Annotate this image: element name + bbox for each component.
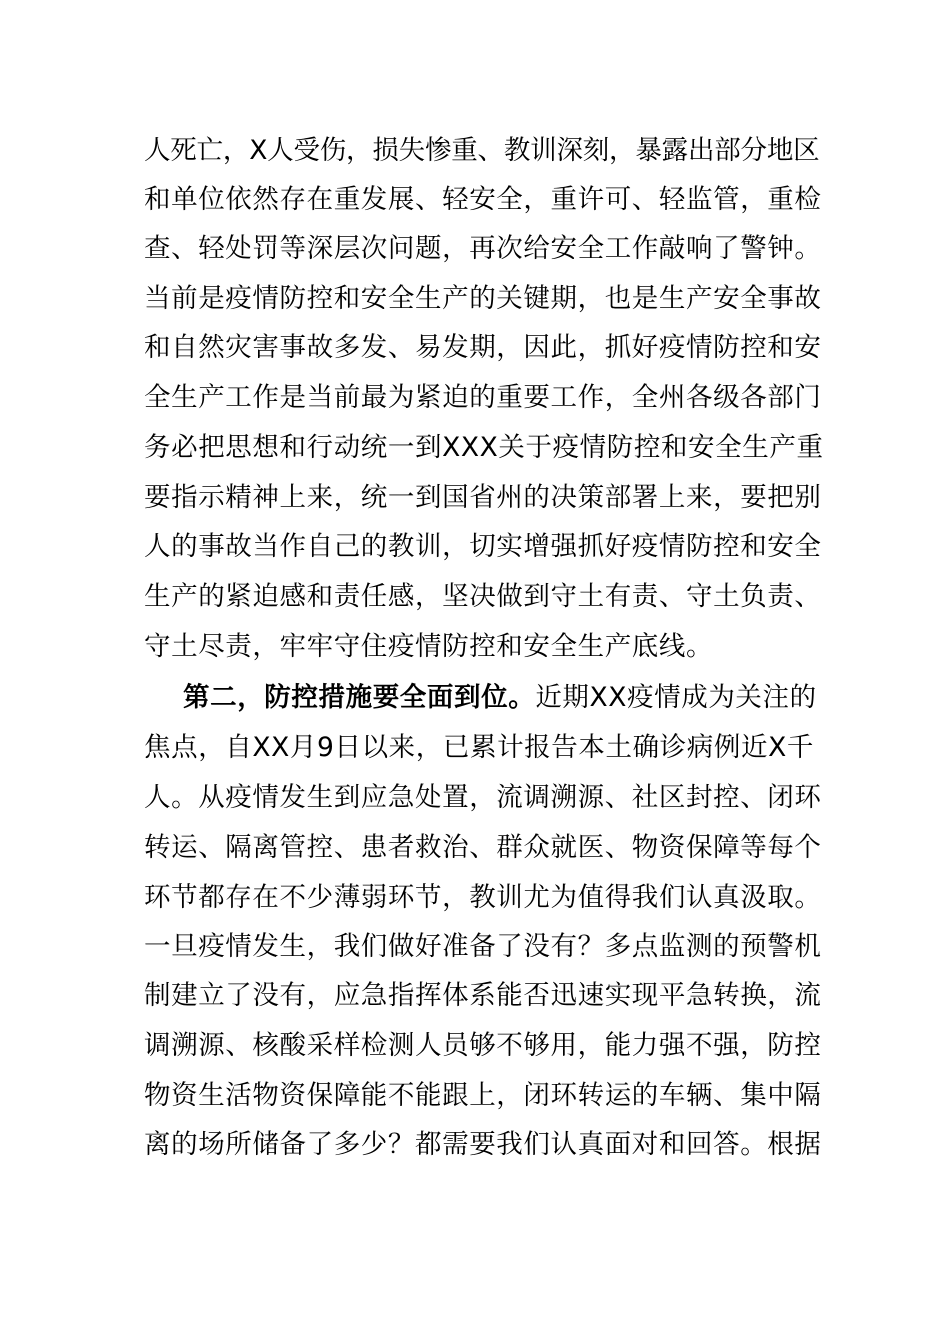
paragraph-1-line-8: 要指示精神上来，统一到国省州的决策部署上来，要把别 [144,482,822,513]
paragraph-1-line-5: 和自然灾害事故多发、易发期，因此，抓好疫情防控和安 [144,332,822,363]
paragraph-2-line-2: 焦点，自XX月9日以来，已累计报告本土确诊病例近X千 [144,732,814,763]
paragraph-1-line-7: 务必把思想和行动统一到XXX关于疫情防控和安全生产重 [144,432,824,463]
paragraph-2-line-10: 离的场所储备了多少？都需要我们认真面对和回答。根据 [144,1129,822,1160]
paragraph-2-line-5: 环节都存在不少薄弱环节，教训尤为值得我们认真汲取。 [144,882,822,913]
paragraph-1-line-9: 人的事故当作自己的教训，切实增强抓好疫情防控和安全 [144,531,822,562]
paragraph-2-first-line [183,673,824,723]
paragraph-1-line-10: 生产的紧迫感和责任感，坚决做到守土有责、守土负责、 [144,581,822,612]
paragraph-1-line-11: 守土尽责，牢牢守住疫情防控和安全生产底线。 [144,631,714,662]
paragraph-2-line-6: 一旦疫情发生，我们做好准备了没有？多点监测的预警机 [144,931,822,962]
paragraph-2-line-9: 物资生活物资保障能不能跟上，闭环转运的车辆、集中隔 [144,1080,822,1111]
paragraph-1-line-4: 当前是疫情防控和安全生产的关键期，也是生产安全事故 [144,283,822,314]
paragraph-2-line-8: 调溯源、核酸采样检测人员够不够用，能力强不强，防控 [144,1030,822,1061]
section-heading: 第二，防控措施要全面到位。 [183,682,536,713]
paragraph-1-line-2: 和单位依然存在重发展、轻安全，重许可、轻监管，重检 [144,184,822,215]
paragraph-2-line-1-text: 近期XX疫情成为关注的 [535,682,817,713]
paragraph-2-line-4: 转运、隔离管控、患者救治、群众就医、物资保障等每个 [144,832,822,863]
paragraph-1-line-1: 人死亡，X人受伤，损失惨重、教训深刻，暴露出部分地区 [144,135,820,166]
paragraph-2-line-3: 人。从疫情发生到应急处置，流调溯源、社区封控、闭环 [144,782,822,813]
paragraph-1-line-6: 全生产工作是当前最为紧迫的重要工作，全州各级各部门 [144,382,822,413]
paragraph-2-line-7: 制建立了没有，应急指挥体系能否迅速实现平急转换，流 [144,980,822,1011]
paragraph-1-line-3: 查、轻处罚等深层次问题，再次给安全工作敲响了警钟。 [144,233,822,264]
